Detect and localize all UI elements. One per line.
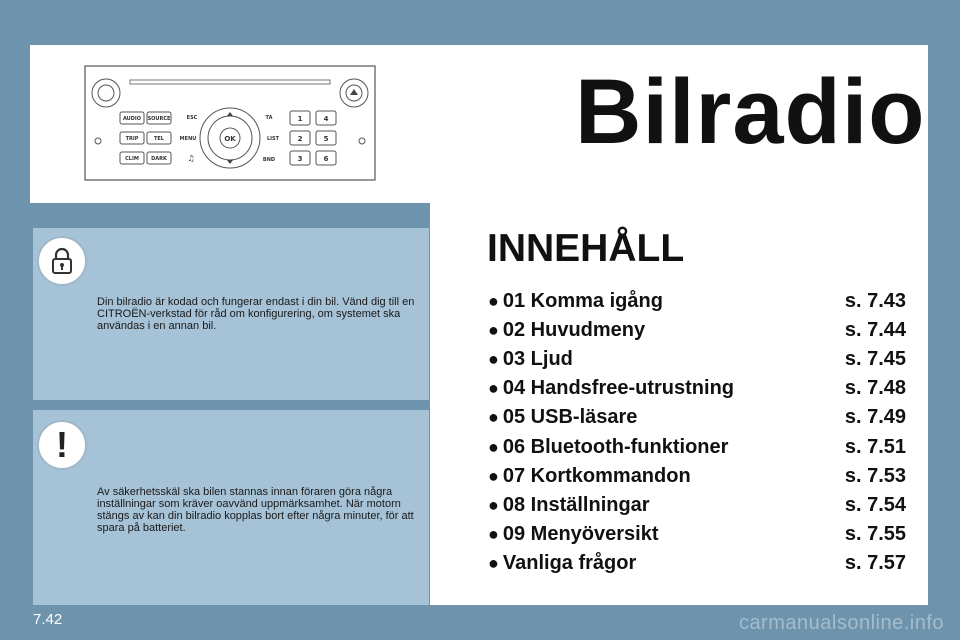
toc-item[interactable] (488, 403, 906, 432)
radio-button-ta: TA (265, 115, 273, 121)
toc-item-page: s. 7.48 (844, 377, 906, 400)
toc-item[interactable] (488, 462, 906, 491)
toc-item[interactable] (488, 549, 906, 578)
toc-item-page: s. 7.44 (844, 319, 906, 342)
toc-item-page: s. 7.57 (844, 551, 906, 574)
page-number: 7.42 (33, 611, 63, 628)
radio-button-trip: TRIP (125, 136, 139, 142)
toc-item-label: ● 09 Menyöversikt (488, 523, 659, 546)
toc-heading: INNEHÅLL (487, 227, 685, 270)
toc-item-page: s. 7.43 (844, 290, 906, 313)
toc-item[interactable] (488, 491, 906, 520)
toc-item-label: ● 02 Huvudmeny (488, 319, 645, 342)
radio-button-menu: MENU (179, 136, 197, 142)
preset-1: 1 (297, 115, 303, 123)
toc-item[interactable] (488, 374, 906, 403)
toc-item-page: s. 7.49 (844, 406, 906, 429)
toc-item-page: s. 7.54 (844, 493, 906, 516)
preset-3: 3 (297, 155, 303, 163)
radio-button-bnd: BND (262, 157, 276, 163)
radio-button-dark: DARK (151, 156, 167, 162)
toc-item-label: ● 05 USB-läsare (488, 406, 637, 429)
radio-button-esc: ESC (186, 115, 198, 121)
toc-item-page: s. 7.55 (844, 522, 906, 545)
lock-icon (37, 236, 87, 286)
warning-note-text: Av säkerhetsskäl ska bilen stannas innan föraren göra några inställningar som kräver oavvänd uppmärksamhet. När motorn stängs av kan din bilradio kopplas bort efter några minuter, för att spara på batteriet. (97, 486, 414, 534)
toc-item[interactable] (488, 316, 906, 345)
radio-button-audio: AUDIO (122, 116, 142, 122)
radio-button-source: SOURCE (147, 116, 171, 122)
preset-5: 5 (323, 135, 329, 143)
toc-item-label: ● 01 Komma igång (488, 290, 663, 313)
svg-text:♫: ♫ (187, 154, 195, 163)
toc-item-label: ● 03 Ljud (488, 348, 573, 371)
radio-button-tel: TEL (153, 136, 165, 142)
radio-button-ok: OK (224, 135, 236, 143)
toc-item-label: ● 04 Handsfree-utrustning (488, 377, 734, 400)
watermark: carmanualsonline.info (738, 612, 944, 634)
toc-item-label: ● 06 Bluetooth-funktioner (488, 436, 728, 459)
toc-item-page: s. 7.45 (844, 348, 906, 371)
toc-item[interactable] (488, 287, 906, 316)
radio-button-clim: CLIM (125, 156, 139, 162)
toc-item-label: ● Vanliga frågor (488, 552, 636, 575)
toc-item[interactable] (488, 520, 906, 549)
radio-button-list: LIST (266, 136, 280, 142)
toc-item-page: s. 7.53 (844, 464, 906, 487)
toc-item-page: s. 7.51 (844, 435, 906, 458)
preset-4: 4 (323, 115, 329, 123)
preset-6: 6 (323, 155, 329, 163)
toc-item[interactable] (488, 432, 906, 461)
toc-item-label: ● 08 Inställningar (488, 494, 650, 517)
lock-note-text: Din bilradio är kodad och fungerar endast i din bil. Vänd dig till en CITROËN-verkstad för råd om konfigurering, om systemet ska användas i en annan bil. (97, 296, 415, 332)
toc-item-label: ● 07 Kortkommandon (488, 465, 691, 488)
toc-item[interactable] (488, 345, 906, 374)
preset-2: 2 (297, 135, 303, 143)
page-title: Bilradio (575, 61, 926, 163)
toc-list (488, 287, 906, 578)
radio-illustration (80, 63, 380, 183)
warning-icon: ! (37, 420, 87, 470)
